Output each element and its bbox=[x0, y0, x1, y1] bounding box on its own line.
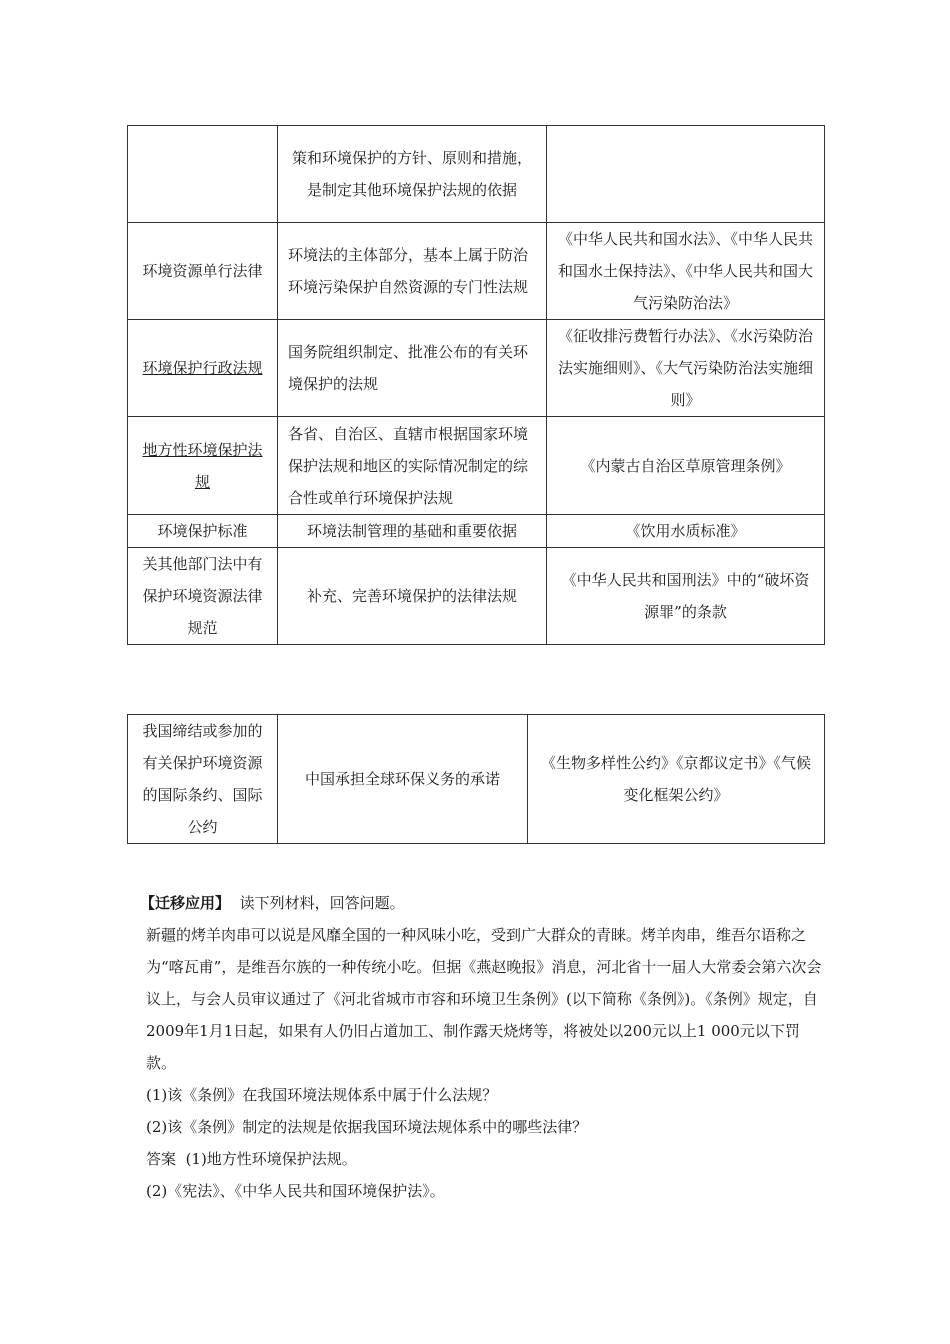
law-description-cell: 补充、完善环境保护的法律法规 bbox=[278, 548, 547, 645]
law-example-cell: 《中华人民共和国刑法》中的“破坏资源罪”的条款 bbox=[547, 548, 825, 645]
legal-system-table bbox=[127, 125, 825, 645]
law-example-cell: 《中华人民共和国水法》、《中华人民共和国水土保持法》、《中华人民共和国大气污染防治法》 bbox=[547, 223, 825, 320]
law-example-cell: 《征收排污费暂行办法》、《水污染防治法实施细则》、《大气污染防治法实施细则》 bbox=[547, 320, 825, 417]
law-example-cell: 《生物多样性公约》《京都议定书》《气候变化框架公约》 bbox=[528, 715, 825, 844]
table-row bbox=[128, 515, 825, 548]
question-1: (1)该《条例》在我国环境法规体系中属于什么法规？ bbox=[146, 1086, 498, 1104]
law-category-cell: 环境资源单行法律 bbox=[128, 223, 278, 320]
law-example-cell bbox=[547, 126, 825, 223]
answer-line-1 bbox=[146, 1143, 826, 1175]
table-row bbox=[128, 126, 825, 223]
table-row bbox=[128, 223, 825, 320]
exercise-section bbox=[140, 887, 826, 1207]
question-2: (2)该《条例》制定的法规是依据我国环境法规体系中的哪些法律？ bbox=[146, 1118, 588, 1136]
exercise-instruction: 读下列材料，回答问题。 bbox=[239, 894, 405, 912]
law-description-cell: 环境法的主体部分，基本上属于防治环境污染保护自然资源的专门性法规 bbox=[278, 223, 547, 320]
law-description-cell: 环境法制管理的基础和重要依据 bbox=[278, 515, 547, 548]
law-description-cell: 各省、自治区、直辖市根据国家环境保护法规和地区的实际情况制定的综合性或单行环境保护法规 bbox=[278, 417, 547, 515]
exercise-label: 【迁移应用】 bbox=[140, 894, 231, 912]
law-description-cell: 国务院组织制定、批准公布的有关环境保护的法规 bbox=[278, 320, 547, 417]
law-example-cell: 《内蒙古自治区草原管理条例》 bbox=[547, 417, 825, 515]
law-category-cell bbox=[128, 126, 278, 223]
answer-label: 答案 bbox=[146, 1150, 177, 1168]
law-example-cell: 《饮用水质标准》 bbox=[547, 515, 825, 548]
international-treaty-table bbox=[127, 714, 825, 844]
exercise-passage: 新疆的烤羊肉串可以说是风靡全国的一种风味小吃，受到广大群众的青睐。烤羊肉串，维吾尔语称之为“喀瓦甫”，是维吾尔族的一种传统小吃。但据《燕赵晚报》消息，河北省十一届人大常委会第六次会议上，与会人员审议通过了《河北省城市市容和环境卫生条例》(以下简称《条例》)。《条例》规定，自2009年1月1日起，如果有人仍旧占道加工、制作露天烧烤等，将被处以200元以上1 000元以下罚款。 bbox=[146, 926, 822, 1072]
table-row bbox=[128, 548, 825, 645]
table-row bbox=[128, 320, 825, 417]
exercise-header bbox=[140, 887, 826, 919]
table-row bbox=[128, 417, 825, 515]
law-category-cell: 环境保护标准 bbox=[128, 515, 278, 548]
law-category-cell: 我国缔结或参加的有关保护环境资源的国际条约、国际公约 bbox=[128, 715, 278, 844]
law-description-cell: 策和环境保护的方针、原则和措施，是制定其他环境保护法规的依据 bbox=[278, 126, 547, 223]
law-category-cell: 地方性环境保护法规 bbox=[128, 417, 278, 515]
law-description-cell: 中国承担全球环保义务的承诺 bbox=[278, 715, 528, 844]
table-row bbox=[128, 715, 825, 844]
law-category-cell: 环境保护行政法规 bbox=[128, 320, 278, 417]
law-category-cell: 关其他部门法中有保护环境资源法律规范 bbox=[128, 548, 278, 645]
answer-2: (2)《宪法》、《中华人民共和国环境保护法》。 bbox=[146, 1182, 445, 1200]
answer-1: (1)地方性环境保护法规。 bbox=[185, 1150, 357, 1168]
